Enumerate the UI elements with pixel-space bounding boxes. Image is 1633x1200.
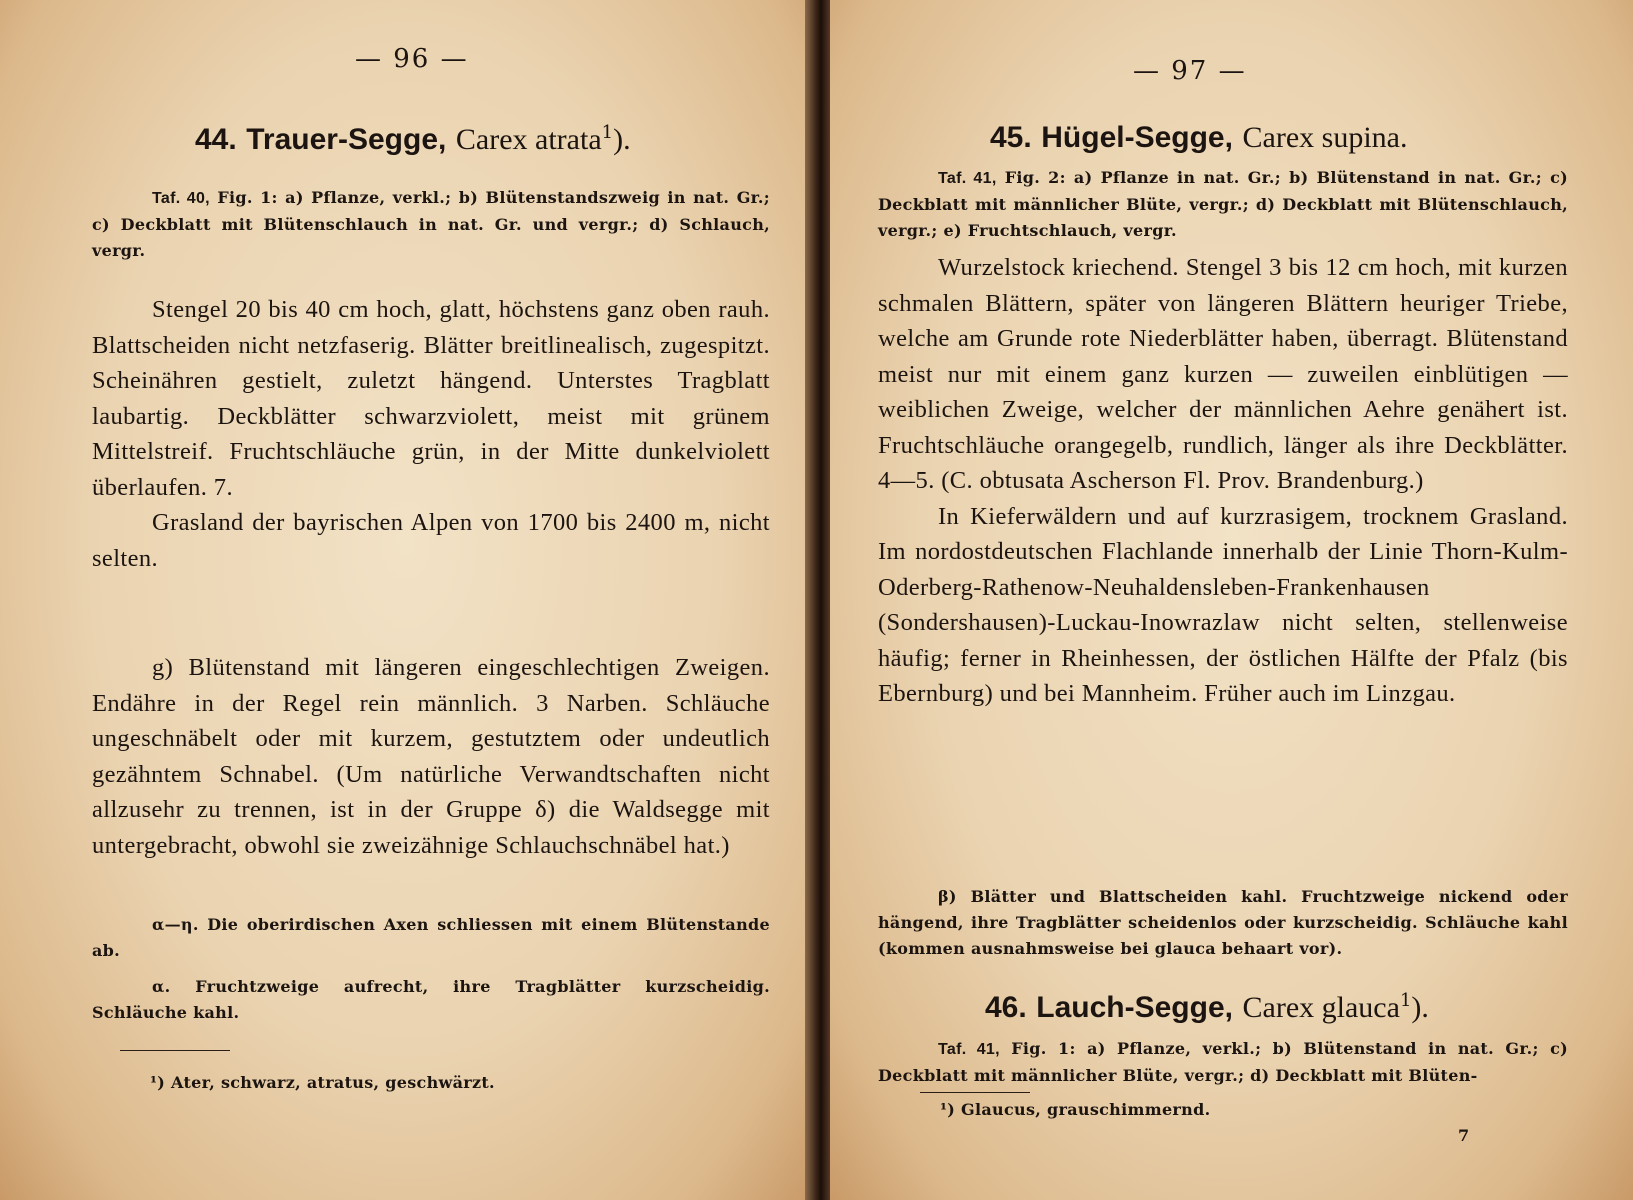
footnote-marker: 1 xyxy=(1399,990,1412,1011)
species-habitat: Grasland der bayrischen Alpen von 1700 bis 2400 m, nicht selten. xyxy=(92,509,770,572)
section-g-text: g) Blütenstand mit längeren eingeschlechtigen Zweigen. Endähre in der Regel rein männlich. 3 Narben. Schläuche ungeschnäbelt oder mit kurzem, gestutztem oder undeutlich gezähntem Schnabel. (Um natürliche Verwandtschaften nicht allzusehr zu trennen, ist in der Gruppe δ) die Waldsegge mit untergebracht, obwohl sie zweizähnige Schlauchschnäbel hat.) xyxy=(92,654,770,859)
footnote-rule xyxy=(920,1092,1030,1093)
plate-ref-bold: Taf. 41, xyxy=(938,1041,1000,1058)
key-alpha: α. Fruchtzweige aufrecht, ihre Tragblätter kurzscheidig. Schläuche kahl. xyxy=(92,977,770,1022)
species-latin-name: Carex glauca xyxy=(1242,991,1400,1024)
footnote-rule xyxy=(120,1050,230,1051)
plate-ref-text: Fig. 2: a) Pflanze in nat. Gr.; b) Blütenstand in nat. Gr.; c) Deckblatt mit männlicher Blüte, vergr.; d) Deckblatt mit Blütenschlauch, vergr.; e) Fruchtschlauch, vergr. xyxy=(878,168,1568,240)
species-german-name: Trauer-Segge, xyxy=(246,123,447,156)
species-number: 44. xyxy=(195,123,237,156)
species-german-name: Lauch-Segge, xyxy=(1036,991,1233,1024)
plate-ref-text: Fig. 1: a) Pflanze, verkl.; b) Blütenstand in nat. Gr.; c) Deckblatt mit männlicher Blüte, vergr.; d) Deckblatt mit Blüten- xyxy=(878,1039,1568,1085)
plate-ref-text: Fig. 1: a) Pflanze, verkl.; b) Blütenstandszweig in nat. Gr.; c) Deckblatt mit Blütenschlauch in nat. Gr. und vergr.; d) Schlauch, vergr. xyxy=(92,188,770,260)
species-habitat: In Kieferwäldern und auf kurzrasigem, trocknem Grasland. Im nordostdeutschen Flachlande innerhalb der Linie Thorn-Kulm-Oderberg-Rathenow-Neuhaldensleben-Frankenhausen (Sondershausen)-Luckau-Inowrazlaw nicht selten, stellenweise häufig; ferner in Rheinhessen, der östlichen Hälfte der Pfalz (bis Ebernburg) und bei Mannheim. Früher auch im Linzgau. xyxy=(878,502,1568,707)
plate-ref-bold: Taf. 41, xyxy=(938,170,997,187)
plate-reference-2 xyxy=(878,1036,1568,1089)
species-description: Wurzelstock kriechend. Stengel 3 bis 12 cm hoch, mit kurzen schmalen Blättern, später von längeren Blättern heuriger Triebe, welche am Grunde rote Niederblätter haben, überragt. Blütenstand meist nur mit einem ganz kurzen — zuweilen einblütigen — weiblichen Zweige, welcher der männlichen Aehre genähert ist. Fruchtschläuche orangegelb, rundlich, länger als ihre Deckblätter. 4—5. (C. obtusata Ascherson Fl. Prov. Brandenburg.) xyxy=(878,254,1568,494)
right-page xyxy=(830,0,1633,1200)
signature-mark: 7 xyxy=(1458,1126,1470,1145)
plate-reference xyxy=(92,185,770,264)
heading-suffix: ). xyxy=(613,123,631,156)
species-heading-46 xyxy=(985,990,1429,1025)
species-latin-name: Carex atrata xyxy=(455,123,602,156)
main-text-right xyxy=(878,250,1568,712)
key-alpha-eta: α—η. Die oberirdischen Axen schliessen mit einem Blütenstande ab. xyxy=(92,915,770,960)
plate-reference xyxy=(878,165,1568,244)
main-text-left xyxy=(92,292,770,576)
footnote-marker: 1 xyxy=(601,122,614,143)
species-heading-44 xyxy=(195,122,631,157)
species-number: 46. xyxy=(985,991,1027,1024)
heading-suffix: ). xyxy=(1411,991,1429,1024)
species-german-name: Hügel-Segge, xyxy=(1041,121,1233,154)
footnote-right: ¹) Glaucus, grauschimmernd. xyxy=(940,1100,1211,1119)
species-latin-name: Carex supina. xyxy=(1242,121,1408,154)
species-number: 45. xyxy=(990,121,1032,154)
left-page xyxy=(0,0,812,1200)
species-heading-45 xyxy=(990,120,1407,155)
plate-ref-bold: Taf. 40, xyxy=(152,190,210,207)
footnote-left: ¹) Ater, schwarz, atratus, geschwärzt. xyxy=(150,1073,495,1092)
key-beta: β) Blätter und Blattscheiden kahl. Fruchtzweige nickend oder hängend, ihre Tragblätter scheidenlos oder kurzscheidig. Schläuche kahl (kommen ausnahmsweise bei glauca behaart vor). xyxy=(878,887,1568,958)
page-number-right: — 97 — xyxy=(1133,56,1247,86)
section-g xyxy=(92,650,770,863)
page-number-left: — 96 — xyxy=(355,44,469,74)
species-description: Stengel 20 bis 40 cm hoch, glatt, höchstens ganz oben rauh. Blattscheiden nicht netzfaserig. Blätter breitlinealisch, zugespitzt. Scheinähren gestielt, zuletzt hängend. Unterstes Tragblatt laubartig. Deckblätter schwarzviolett, meist mit grünem Mittelstreif. Fruchtschläuche grün, in der Mitte dunkelviolett überlaufen. 7. xyxy=(92,296,770,501)
